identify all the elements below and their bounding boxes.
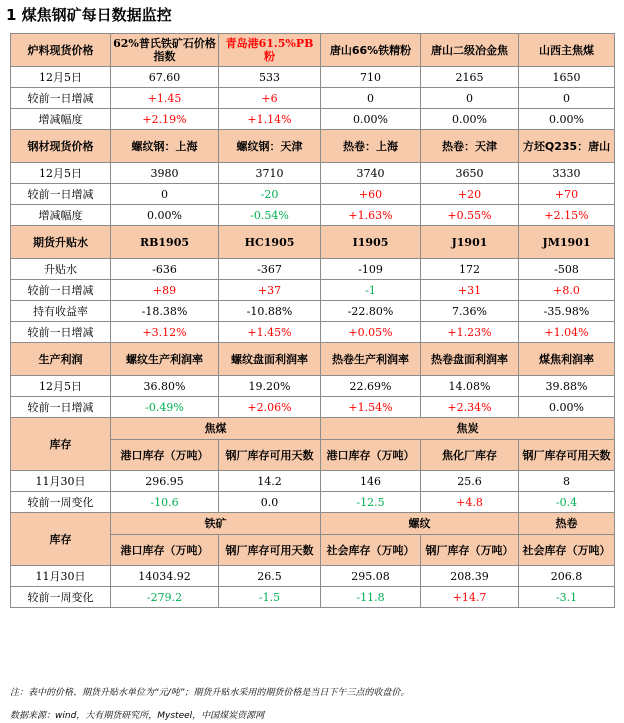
inv1-group-coking-coal: 焦煤 (111, 418, 321, 440)
inv1-col-coking-plant: 焦化厂库存 (421, 440, 519, 471)
cell: 0.00% (321, 109, 421, 130)
inv2-col-hrc-social: 社会库存（万吨） (519, 535, 615, 566)
cell: -20 (219, 184, 321, 205)
futures-basis-row (11, 259, 615, 280)
monitor-table (10, 33, 615, 608)
cell: -10.6 (111, 492, 219, 513)
row-label: 较前一日增减 (11, 280, 111, 301)
cell: +4.8 (421, 492, 519, 513)
cell: 39.88% (519, 376, 615, 397)
cell: 3650 (421, 163, 519, 184)
steel-header-row (11, 130, 615, 163)
cell: -508 (519, 259, 615, 280)
cell: +1.14% (219, 109, 321, 130)
steel-col-rebar-sh: 螺纹钢：上海 (111, 130, 219, 163)
cell: 26.5 (219, 566, 321, 587)
steel-col-hrc-sh: 热卷：上海 (321, 130, 421, 163)
cell: -3.1 (519, 587, 615, 608)
inv2-col-rebar-social: 社会库存（万吨） (321, 535, 421, 566)
cell: 0 (421, 88, 519, 109)
profit-col-hrc-disk: 热卷盘面利润率 (421, 343, 519, 376)
cell: 172 (421, 259, 519, 280)
cell: 295.08 (321, 566, 421, 587)
row-label: 12月5日 (11, 163, 111, 184)
cell: +1.45% (219, 322, 321, 343)
cell: -0.4 (519, 492, 615, 513)
profit-col-rebar-prod: 螺纹生产利润率 (111, 343, 219, 376)
cell: -22.80% (321, 301, 421, 322)
cell: 0.0 (219, 492, 321, 513)
row-label: 增减幅度 (11, 205, 111, 226)
futures-yield-row (11, 301, 615, 322)
cell: 0.00% (111, 205, 219, 226)
cell: 14034.92 (111, 566, 219, 587)
cell: +20 (421, 184, 519, 205)
inv1-col-mill-days: 钢厂库存可用天数 (219, 440, 321, 471)
cell: 3330 (519, 163, 615, 184)
inv2-col-rebar-mill: 钢厂库存（万吨） (421, 535, 519, 566)
cell: +0.55% (421, 205, 519, 226)
ore-col-qingdao: 青岛港61.5%PB粉 (219, 34, 321, 67)
steel-col-rebar-tj: 螺纹钢：天津 (219, 130, 321, 163)
cell: 3710 (219, 163, 321, 184)
futures-col-i: I1905 (321, 226, 421, 259)
cell: -0.54% (219, 205, 321, 226)
row-label: 11月30日 (11, 471, 111, 492)
cell: 0 (321, 88, 421, 109)
cell: +2.34% (421, 397, 519, 418)
cell: +60 (321, 184, 421, 205)
inv2-group-ore: 铁矿 (111, 513, 321, 535)
cell: +8.0 (519, 280, 615, 301)
cell: +31 (421, 280, 519, 301)
inv1-col-port: 港口库存（万吨） (111, 440, 219, 471)
ore-col-tangshan-coke: 唐山二级冶金焦 (421, 34, 519, 67)
page-title: 1 煤焦钢矿每日数据监控 (6, 6, 172, 24)
inv1-group-coke: 焦炭 (321, 418, 615, 440)
profit-change-row (11, 397, 615, 418)
ore-section-label: 炉料现货价格 (11, 34, 111, 67)
row-label: 升贴水 (11, 259, 111, 280)
inv2-group-rebar: 螺纹 (321, 513, 519, 535)
cell: +1.63% (321, 205, 421, 226)
futures-section-label: 期货升贴水 (11, 226, 111, 259)
cell: -636 (111, 259, 219, 280)
row-label: 较前一日增减 (11, 322, 111, 343)
cell: 25.6 (421, 471, 519, 492)
inv1-value-row (11, 471, 615, 492)
cell: 3980 (111, 163, 219, 184)
cell: +2.19% (111, 109, 219, 130)
cell: +1.45 (111, 88, 219, 109)
inv2-group-hrc: 热卷 (519, 513, 615, 535)
cell: -0.49% (111, 397, 219, 418)
cell: 3740 (321, 163, 421, 184)
cell: 0 (111, 184, 219, 205)
row-label: 较前一周变化 (11, 587, 111, 608)
cell: 36.80% (111, 376, 219, 397)
row-label: 增减幅度 (11, 109, 111, 130)
ore-col-tangshan-concentrate: 唐山66%铁精粉 (321, 34, 421, 67)
cell: 0 (519, 88, 615, 109)
inv1-section-label: 库存 (11, 418, 111, 471)
cell: +1.54% (321, 397, 421, 418)
cell: 1650 (519, 67, 615, 88)
cell: +1.04% (519, 322, 615, 343)
futures-header-row (11, 226, 615, 259)
profit-col-hrc-prod: 热卷生产利润率 (321, 343, 421, 376)
futures-change-row (11, 280, 615, 301)
futures-col-j: J1901 (421, 226, 519, 259)
cell: 19.20% (219, 376, 321, 397)
cell: +70 (519, 184, 615, 205)
steel-change-row (11, 184, 615, 205)
cell: 14.08% (421, 376, 519, 397)
steel-col-hrc-tj: 热卷：天津 (421, 130, 519, 163)
ore-price-row (11, 67, 615, 88)
cell: -279.2 (111, 587, 219, 608)
cell: -1 (321, 280, 421, 301)
row-label: 较前一日增减 (11, 88, 111, 109)
cell: -11.8 (321, 587, 421, 608)
cell: +37 (219, 280, 321, 301)
cell: +89 (111, 280, 219, 301)
inv1-col-coke-port: 港口库存（万吨） (321, 440, 421, 471)
cell: +6 (219, 88, 321, 109)
cell: -109 (321, 259, 421, 280)
profit-header-row (11, 343, 615, 376)
cell: 0.00% (519, 109, 615, 130)
cell: 2165 (421, 67, 519, 88)
cell: 67.60 (111, 67, 219, 88)
cell: 296.95 (111, 471, 219, 492)
ore-change-row (11, 88, 615, 109)
footnote: 注：表中的价格、期货升贴水单位为“元/吨”；期货升贴水采用的期货价格是当日下午三点的收盘价。 (10, 688, 410, 698)
cell: 710 (321, 67, 421, 88)
cell: 0.00% (519, 397, 615, 418)
row-label: 较前一日增减 (11, 397, 111, 418)
inv2-change-row (11, 587, 615, 608)
ore-header-row (11, 34, 615, 67)
cell: +0.05% (321, 322, 421, 343)
profit-col-rebar-disk: 螺纹盘面利润率 (219, 343, 321, 376)
profit-section-label: 生产利润 (11, 343, 111, 376)
row-label: 较前一周变化 (11, 492, 111, 513)
cell: +2.06% (219, 397, 321, 418)
cell: 533 (219, 67, 321, 88)
cell: +14.7 (421, 587, 519, 608)
futures-col-rb: RB1905 (111, 226, 219, 259)
cell: +3.12% (111, 322, 219, 343)
row-label: 较前一日增减 (11, 184, 111, 205)
inv2-section-label: 库存 (11, 513, 111, 566)
inv2-group-row (11, 513, 615, 535)
steel-section-label: 钢材现货价格 (11, 130, 111, 163)
ore-col-shanxi-coal: 山西主焦煤 (519, 34, 615, 67)
row-label: 12月5日 (11, 376, 111, 397)
steel-price-row (11, 163, 615, 184)
cell: -10.88% (219, 301, 321, 322)
ore-pct-row (11, 109, 615, 130)
inv2-col-port: 港口库存（万吨） (111, 535, 219, 566)
cell: -1.5 (219, 587, 321, 608)
cell: +1.23% (421, 322, 519, 343)
cell: 206.8 (519, 566, 615, 587)
cell: -12.5 (321, 492, 421, 513)
inv2-col-mill-days: 钢厂库存可用天数 (219, 535, 321, 566)
cell: 0.00% (421, 109, 519, 130)
steel-pct-row (11, 205, 615, 226)
inv1-group-row (11, 418, 615, 440)
cell: 7.36% (421, 301, 519, 322)
cell: -18.38% (111, 301, 219, 322)
cell: 8 (519, 471, 615, 492)
cell: 146 (321, 471, 421, 492)
cell: -35.98% (519, 301, 615, 322)
steel-col-billet-ts: 方坯Q235：唐山 (519, 130, 615, 163)
row-label: 11月30日 (11, 566, 111, 587)
row-label: 持有收益率 (11, 301, 111, 322)
cell: 208.39 (421, 566, 519, 587)
data-source: 数据来源：wind，大有期货研究所，Mysteel，中国煤炭资源网 (10, 711, 265, 721)
profit-col-coke: 煤焦利润率 (519, 343, 615, 376)
ore-col-platts: 62%普氏铁矿石价格指数 (111, 34, 219, 67)
futures-col-jm: JM1901 (519, 226, 615, 259)
cell: +2.15% (519, 205, 615, 226)
inv2-value-row (11, 566, 615, 587)
profit-value-row (11, 376, 615, 397)
row-label: 12月5日 (11, 67, 111, 88)
inv1-col-coke-mill-days: 钢厂库存可用天数 (519, 440, 615, 471)
futures-col-hc: HC1905 (219, 226, 321, 259)
cell: 14.2 (219, 471, 321, 492)
inv1-change-row (11, 492, 615, 513)
cell: 22.69% (321, 376, 421, 397)
cell: -367 (219, 259, 321, 280)
futures-yield-change-row (11, 322, 615, 343)
